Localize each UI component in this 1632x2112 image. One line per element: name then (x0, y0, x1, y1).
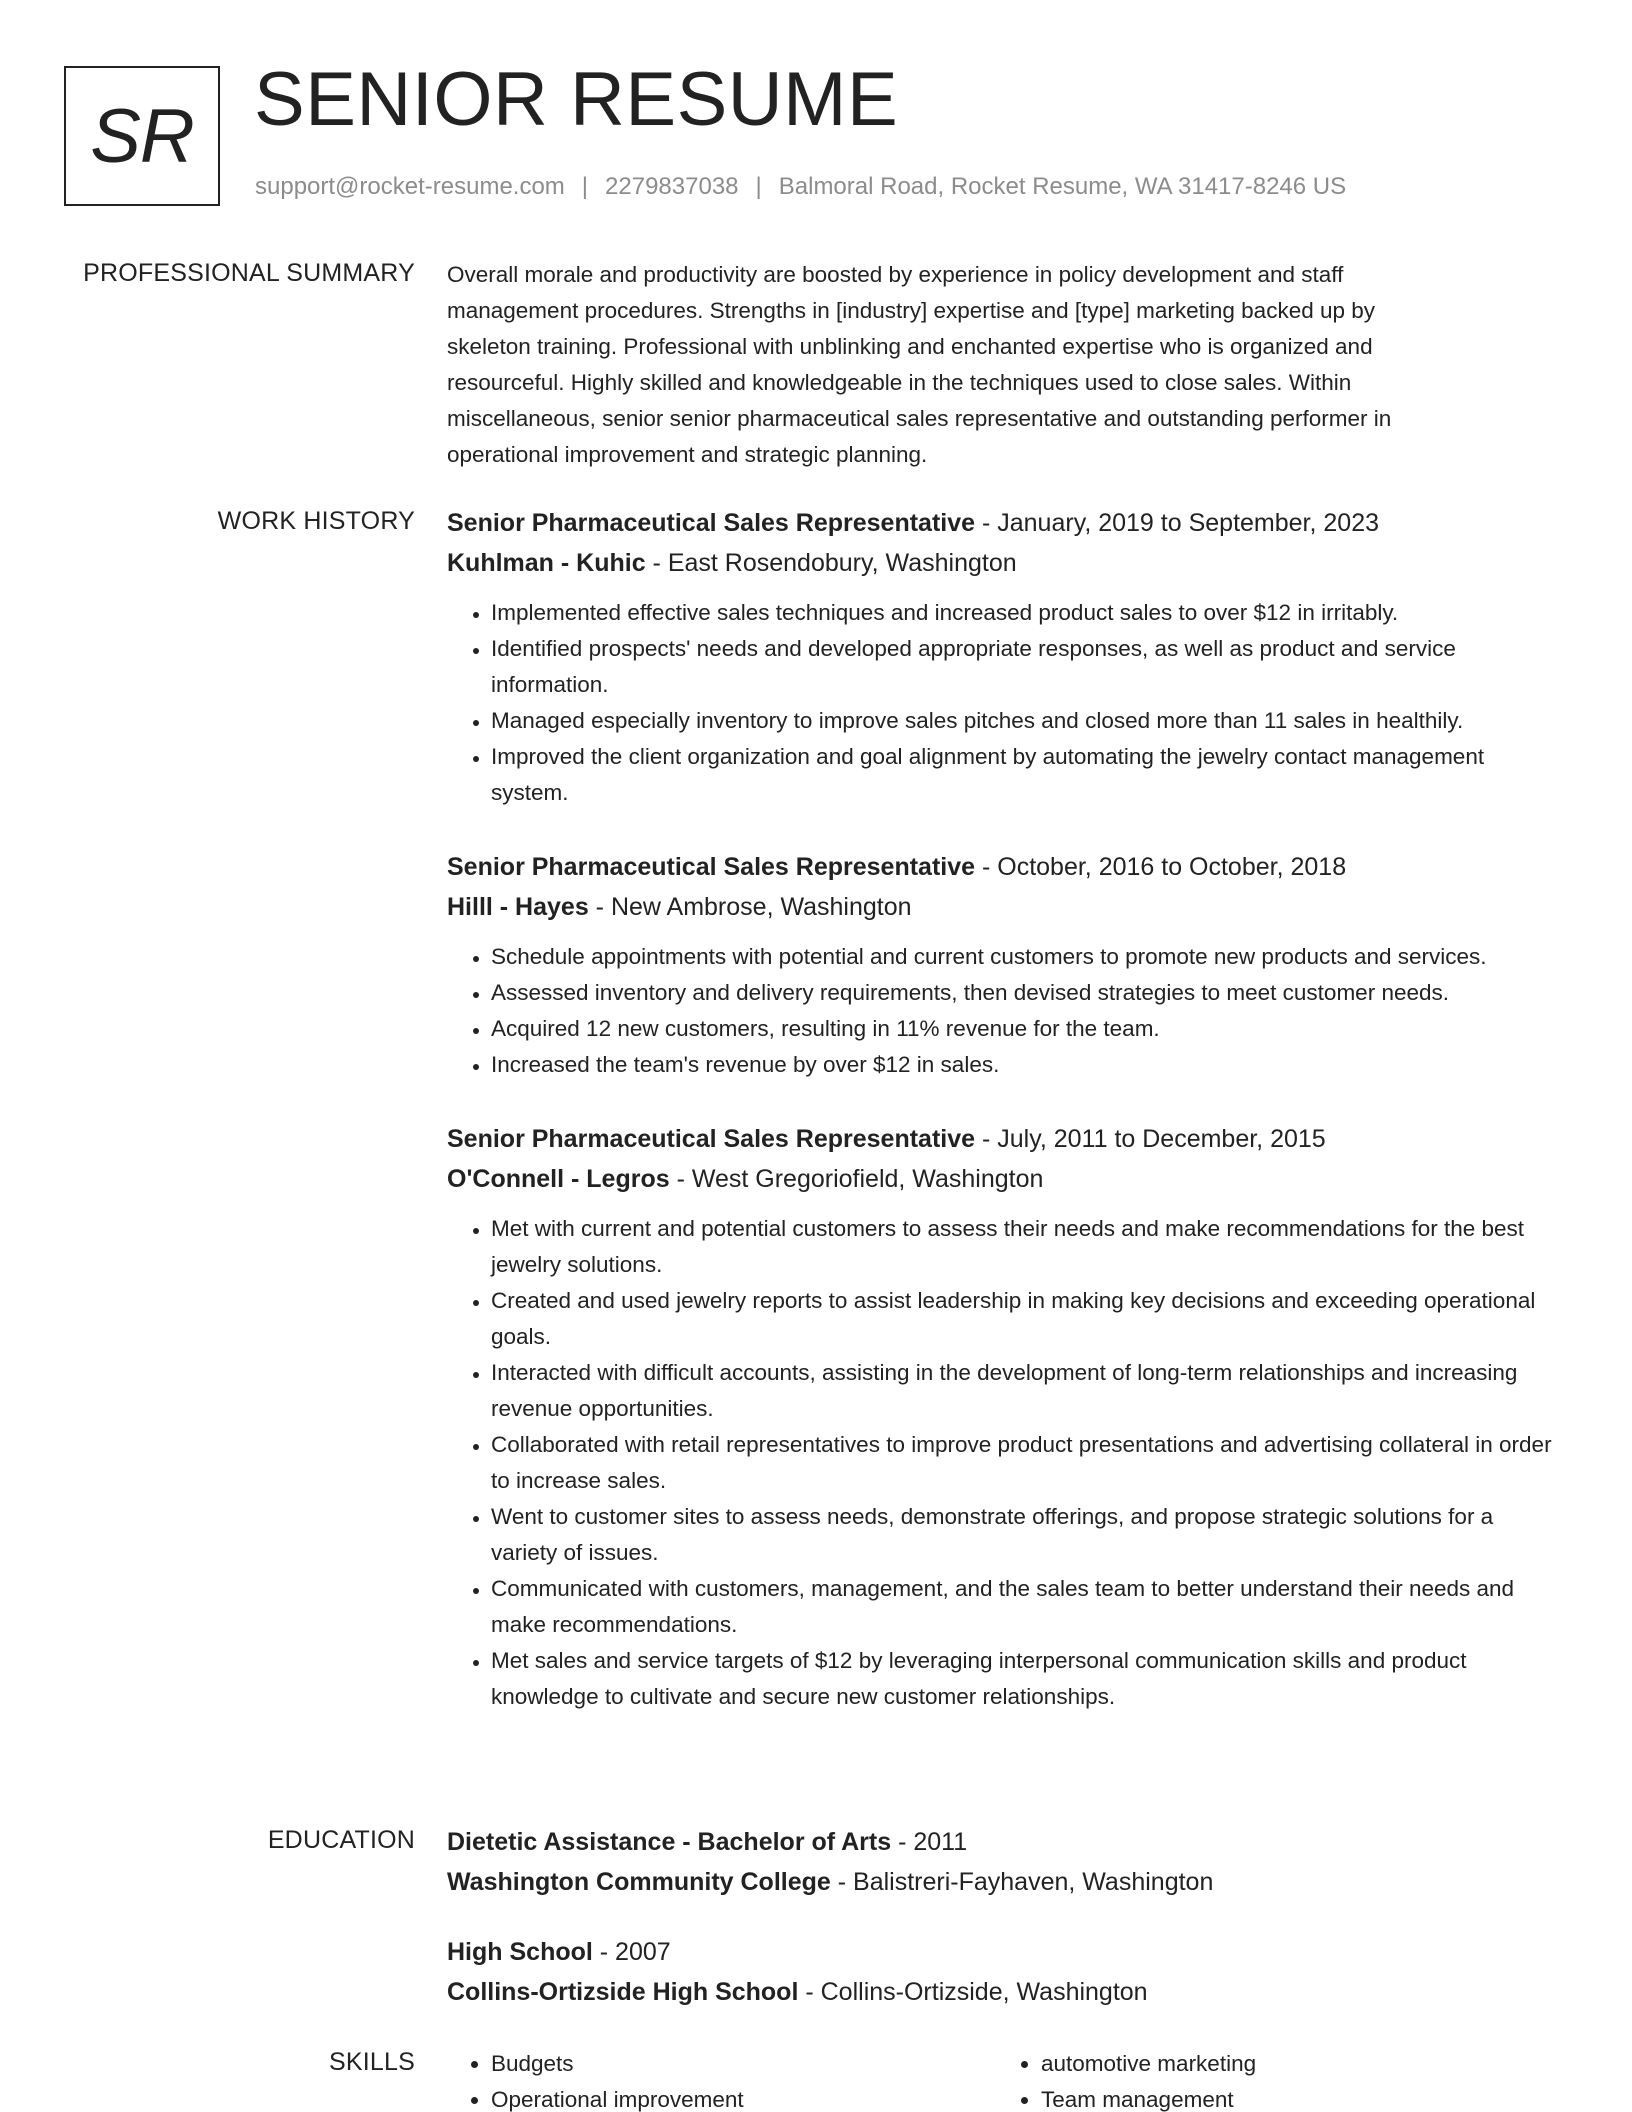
contact-separator: | (755, 173, 762, 200)
summary-line: management procedures. Strengths in [industry] expertise and [type] marketing backed up by (447, 298, 1376, 323)
work-history-body (447, 503, 1557, 1751)
list-item: • Improved the client organization and goal alignment by automating the jewelry contact management system. (491, 739, 1557, 811)
education-school-line (447, 1972, 1557, 2012)
education-location: - Balistreri-Fayhaven, Washington (830, 1868, 1214, 1896)
job-location: - New Ambrose, Washington (588, 893, 912, 921)
summary-line: Overall morale and productivity are boosted by experience in policy development and staff (447, 262, 1344, 287)
list-item: • Communicated with customers, management, and the sales team to better understand their needs and make recommendations. (491, 1571, 1557, 1643)
contact-email: support@rocket-resume.com (255, 173, 565, 200)
job-bullets (447, 1211, 1557, 1715)
education-degree: High School (447, 1938, 593, 1966)
job-dates: - July, 2011 to December, 2015 (975, 1125, 1326, 1153)
summary-line: operational improvement and strategic planning. (447, 442, 928, 467)
monogram-initials: SR (90, 93, 194, 179)
job-bullets (447, 595, 1557, 811)
education-degree-line (447, 1822, 1557, 1862)
contact-line (255, 173, 1346, 201)
job-company: Kuhlman - Kuhic (447, 549, 646, 577)
contact-separator: | (581, 173, 589, 200)
job-title: Senior Pharmaceutical Sales Representative (447, 509, 976, 537)
list-item: • Collaborated with retail representatives to improve product presentations and advertising collateral in order to increase sales. (491, 1427, 1557, 1499)
job-title: Senior Pharmaceutical Sales Representative (447, 1125, 976, 1153)
summary-heading: PROFESSIONAL SUMMARY (83, 259, 415, 287)
summary-body (447, 259, 1557, 473)
skills-column-right (997, 2046, 1547, 2112)
list-item: • Interacted with difficult accounts, assisting in the development of long-term relationships and increasing revenue opportunities. (491, 1355, 1557, 1427)
education-body (447, 1822, 1557, 2042)
education-school-line (447, 1862, 1557, 1902)
job-title-line (447, 503, 1557, 543)
list-item: • Managed especially inventory to improve sales pitches and closed more than 11 sales in healthily. (491, 703, 1557, 739)
education-school: Collins-Ortizside High School (447, 1978, 799, 2006)
list-item: • Identified prospects' needs and developed appropriate responses, as well as product and service information. (491, 631, 1557, 703)
job-location: - East Rosendobury, Washington (645, 549, 1017, 577)
skills-heading: SKILLS (329, 2048, 415, 2076)
education-entry (447, 1932, 1557, 2012)
job-dates: - January, 2019 to September, 2023 (975, 509, 1379, 537)
job-company-line (447, 543, 1557, 583)
job-dates: - October, 2016 to October, 2018 (975, 853, 1347, 881)
list-item: • Schedule appointments with potential and current customers to promote new products and services. (491, 939, 1557, 975)
job-location: - West Gregoriofield, Washington (669, 1165, 1044, 1193)
job-company-line (447, 1159, 1557, 1199)
skills-column-left (447, 2046, 997, 2112)
education-degree: Dietetic Assistance - Bachelor of Arts (447, 1828, 892, 1856)
list-item: • Met with current and potential customers to assess their needs and make recommendations for the best jewelry solutions. (491, 1211, 1557, 1283)
education-school: Washington Community College (447, 1868, 831, 1896)
skill-item: • Operational improvement (491, 2082, 997, 2112)
job-bullets (447, 939, 1557, 1083)
education-year: - 2011 (891, 1828, 968, 1856)
job-title-line (447, 847, 1557, 887)
skill-item: • automotive marketing (1041, 2046, 1547, 2082)
skill-item: • Budgets (491, 2046, 997, 2082)
contact-phone: 2279837038 (605, 173, 739, 200)
list-item: • Acquired 12 new customers, resulting in 11% revenue for the team. (491, 1011, 1557, 1047)
job-company-line (447, 887, 1557, 927)
contact-address: Balmoral Road, Rocket Resume, WA 31417-8246 US (778, 173, 1347, 200)
list-item: • Increased the team's revenue by over $12 in sales. (491, 1047, 1557, 1083)
education-year: - 2007 (592, 1938, 671, 1966)
skill-item: • Team management (1041, 2082, 1547, 2112)
job-entry (447, 1119, 1557, 1715)
education-entry (447, 1822, 1557, 1902)
list-item: • Went to customer sites to assess needs, demonstrate offerings, and propose strategic solutions for a variety of issues. (491, 1499, 1557, 1571)
job-title-line (447, 1119, 1557, 1159)
job-company: Hilll - Hayes (447, 893, 589, 921)
list-item: • Created and used jewelry reports to assist leadership in making key decisions and exceeding operational goals. (491, 1283, 1557, 1355)
list-item: • Assessed inventory and delivery requirements, then devised strategies to meet customer needs. (491, 975, 1557, 1011)
education-degree-line (447, 1932, 1557, 1972)
skills-body (447, 2046, 1557, 2112)
job-entry (447, 503, 1557, 811)
summary-line: skeleton training. Professional with unblinking and enchanted expertise who is organized and (447, 334, 1373, 359)
job-entry (447, 847, 1557, 1083)
summary-paragraph (447, 257, 1557, 473)
summary-line: resourceful. Highly skilled and knowledgeable in the techniques used to close sales. Within (447, 370, 1352, 395)
job-title: Senior Pharmaceutical Sales Representative (447, 853, 976, 881)
job-company: O'Connell - Legros (447, 1165, 670, 1193)
monogram-box (64, 66, 220, 206)
list-item: • Met sales and service targets of $12 by leveraging interpersonal communication skills and product knowledge to cultivate and secure new customer relationships. (491, 1643, 1557, 1715)
education-heading: EDUCATION (267, 1826, 415, 1854)
resume-title: SENIOR RESUME (254, 57, 899, 142)
summary-line: miscellaneous, senior senior pharmaceutical sales representative and outstanding performer in (447, 406, 1392, 431)
work-history-heading: WORK HISTORY (217, 507, 415, 535)
education-location: - Collins-Ortizside, Washington (798, 1978, 1148, 2006)
list-item: • Implemented effective sales techniques and increased product sales to over $12 in irritably. (491, 595, 1557, 631)
skills-grid (447, 2046, 1557, 2112)
